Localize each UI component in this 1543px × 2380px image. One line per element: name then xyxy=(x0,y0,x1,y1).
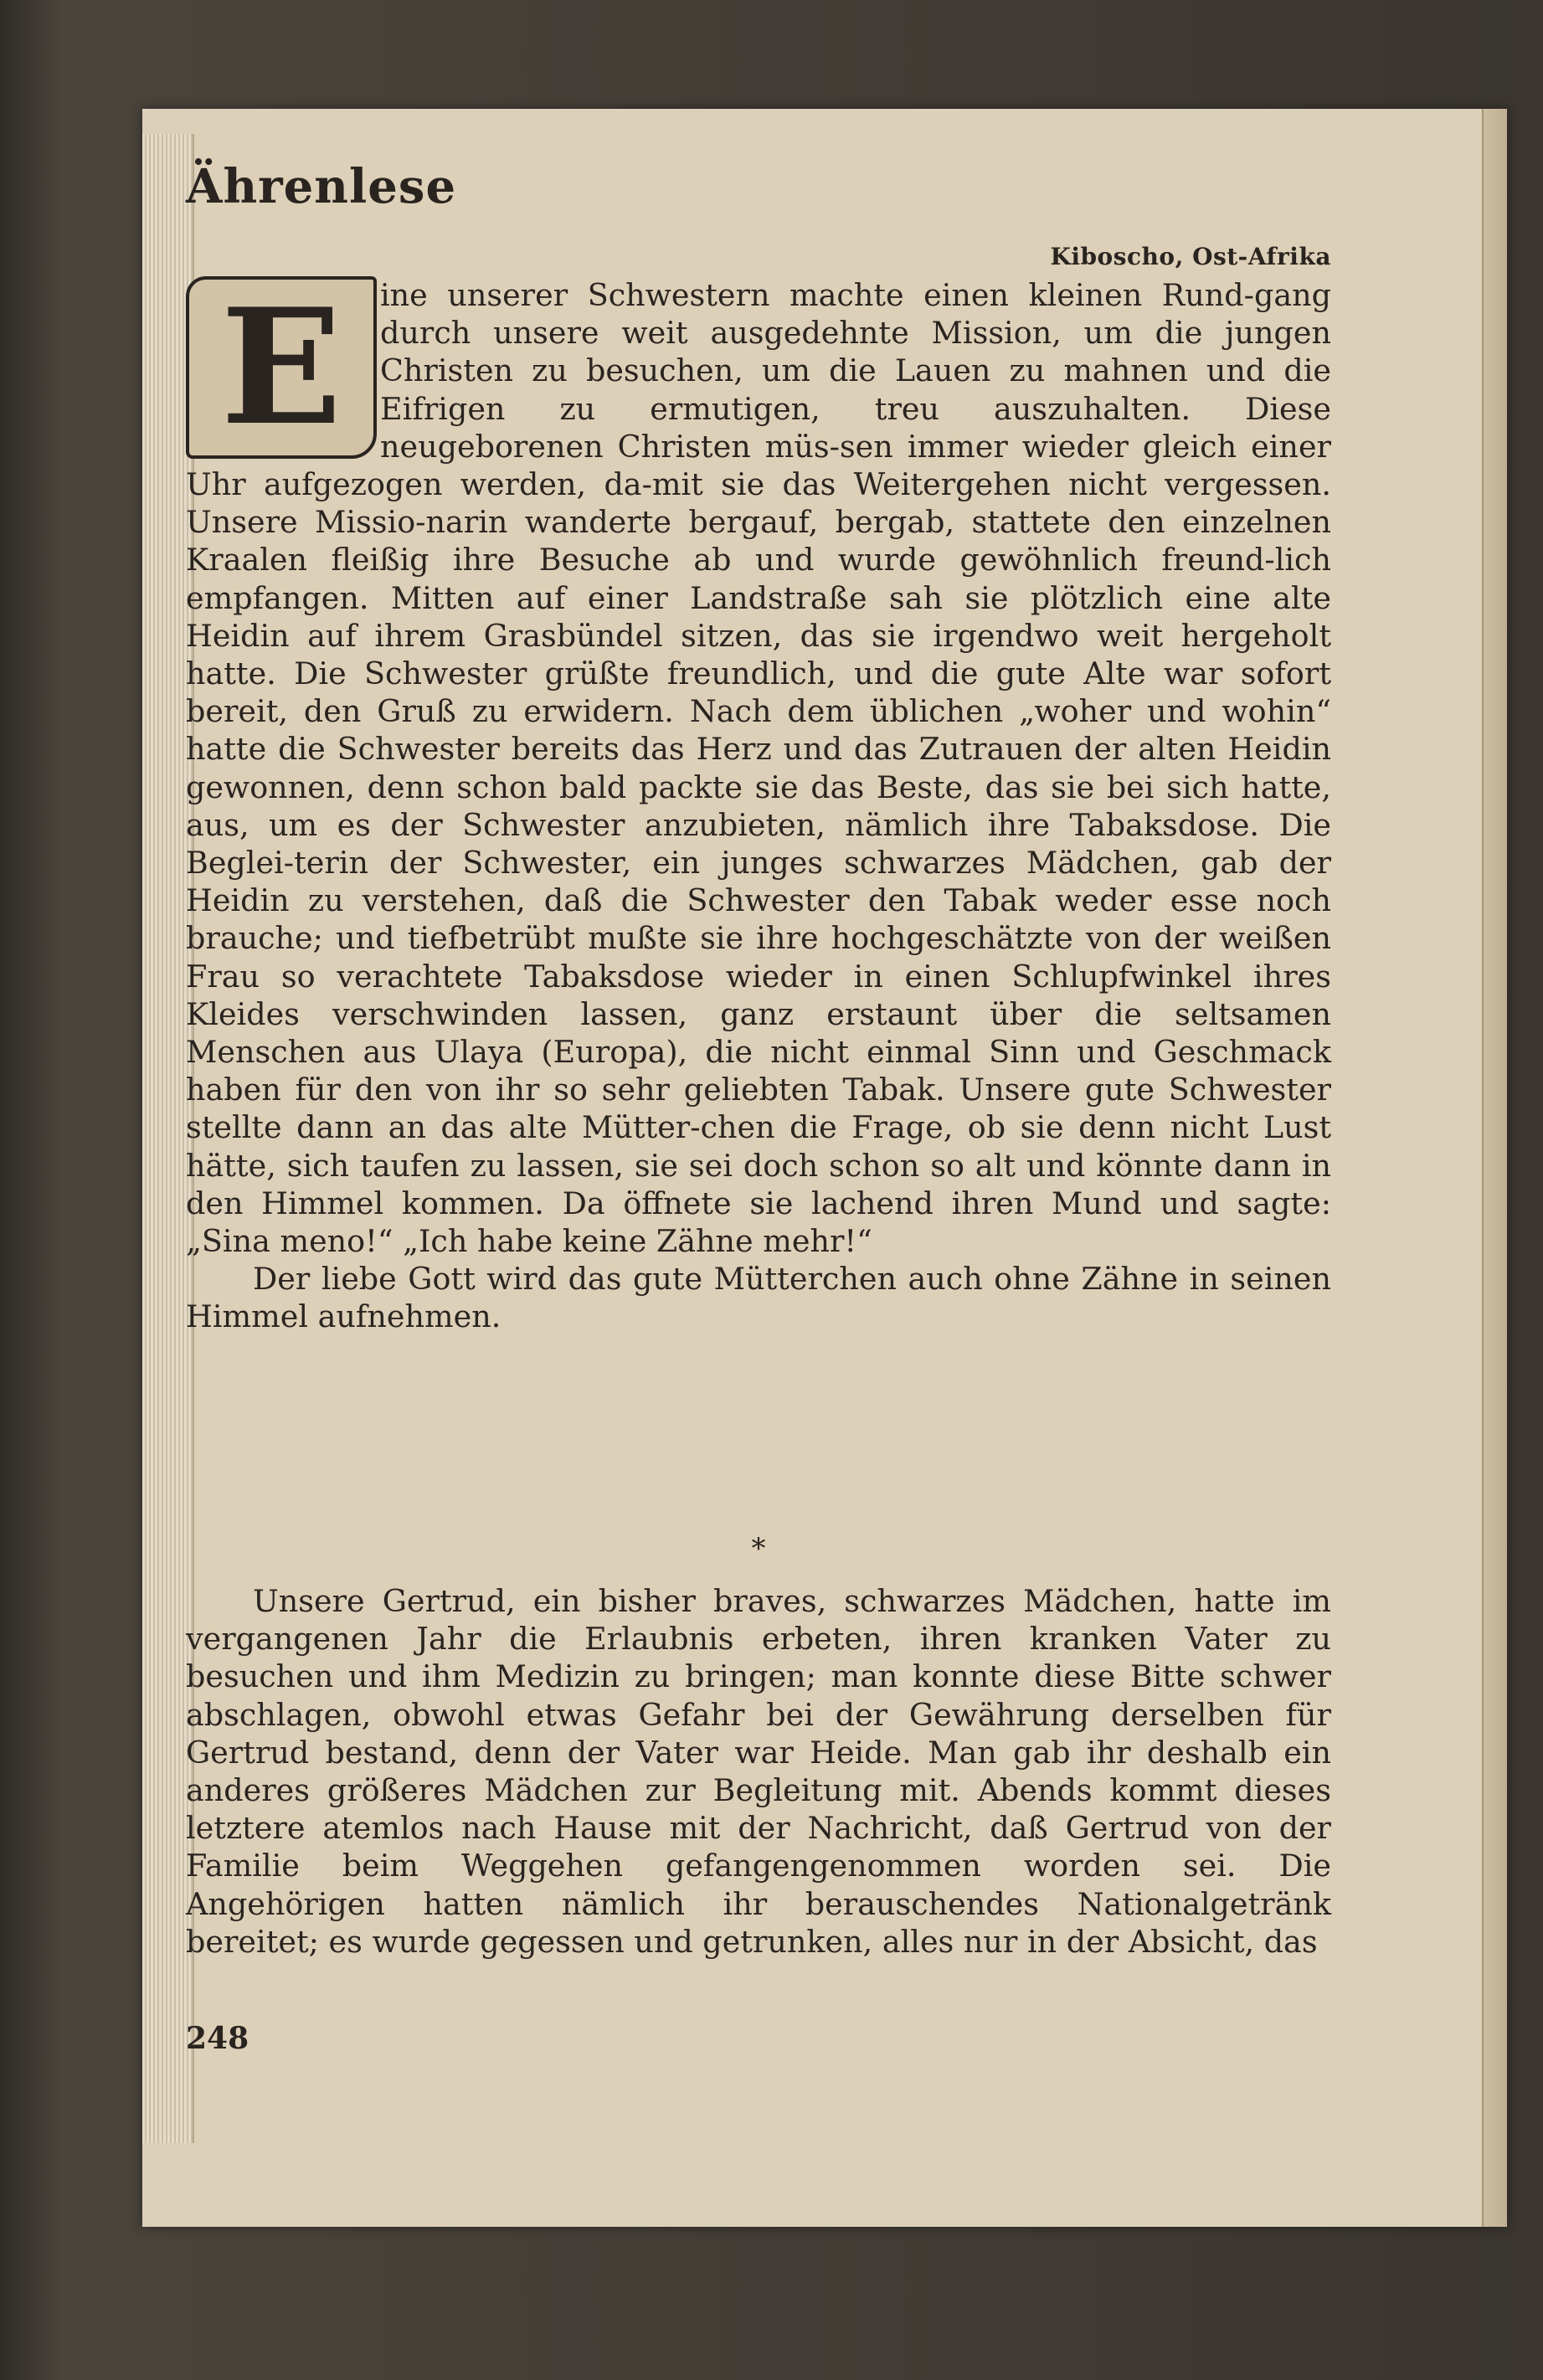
dropcap-letter: E xyxy=(220,276,342,459)
section-separator: * xyxy=(751,1532,766,1565)
paragraph-2: Der liebe Gott wird das gute Mütterchen auch ohne Zähne in seinen Himmel aufnehmen. xyxy=(186,1261,1331,1335)
paragraph-3: Unsere Gertrud, ein bisher braves, schwarzes Mädchen, hatte im vergangenen Jahr die Erlaubnis erbeten, ihren kranken Vater zu besuchen und ihm Medizin zu bringen; man konnte diese Bitte schwer abschlagen, obwohl etwas Gefahr bei der Gewährung derselben für Gertrud bestand, denn der Vater war Heide. Man gab ihr deshalb ein anderes größeres Mädchen zur Begleitung mit. Abends kommt dieses letztere atemlos nach Hause mit der Nachricht, daß Gertrud von der Familie beim Weggehen gefangengenommen worden sei. Die Angehörigen hatten nämlich ihr berauschendes Nationalgetränk bereitet; es wurde gegessen und getrunken, alles nur in der Absicht, das xyxy=(186,1583,1331,1960)
page-number: 248 xyxy=(186,2021,249,2056)
page-content xyxy=(186,159,1331,2084)
next-page-edge xyxy=(1482,109,1507,2227)
paragraph-1: ine unserer Schwestern machte einen kleinen Rund-gang durch unsere weit ausgedehnte Mission, um die jungen Christen zu besuchen, um die Lauen zu mahnen und die Eifrigen zu ermutigen, treu auszuhalten. Diese neugeborenen Christen müs-sen immer wieder gleich einer Uhr aufgezogen werden, da-mit sie das Weitergehen nicht vergessen. Unsere Missio-narin wanderte bergauf, bergab, stattete den einzelnen Kraalen fleißig ihre Besuche ab und wurde gewöhnlich freund-lich empfangen. Mitten auf einer Landstraße sah sie plötzlich eine alte Heidin auf ihrem Grasbündel sitzen, das sie irgendwo weit hergeholt hatte. Die Schwester grüßte freundlich, und die gute Alte war sofort bereit, den Gruß zu erwidern. Nach dem üblichen „woher und wohin“ hatte die Schwester bereits das Herz und das Zutrauen der alten Heidin gewonnen, denn schon bald packte sie das Beste, das sie bei sich hatte, aus, um es der Schwester anzubieten, nämlich ihre Tabaksdose. Die Beglei-terin der Schwester, ein junges schwarzes Mädchen, gab der Heidin zu verstehen, daß die Schwester den Tabak weder esse noch brauche; und tiefbetrübt mußte sie ihre hochgeschätzte von der weißen Frau so verachtete Tabaksdose wieder in einen Schlupfwinkel ihres Kleides verschwinden lassen, ganz erstaunt über die seltsamen Menschen aus Ulaya (Europa), die nicht einmal Sinn und Geschmack haben für den von ihr so sehr geliebten Tabak. Unsere gute Schwester stellte dann an das alte Mütter-chen die Frage, ob sie denn nicht Lust hätte, sich taufen zu lassen, sie sei doch schon so alt und könnte dann in den Himmel kommen. Da öffnete sie lachend ihren Mund und sagte: „Sina meno!“ „Ich habe keine Zähne mehr!“ xyxy=(186,277,1331,1260)
dropcap-spacer xyxy=(186,276,380,462)
location-line: Kiboscho, Ost-Afrika xyxy=(1050,243,1331,270)
page-heading: Ährenlese xyxy=(186,159,457,214)
article-body xyxy=(186,276,1331,1336)
